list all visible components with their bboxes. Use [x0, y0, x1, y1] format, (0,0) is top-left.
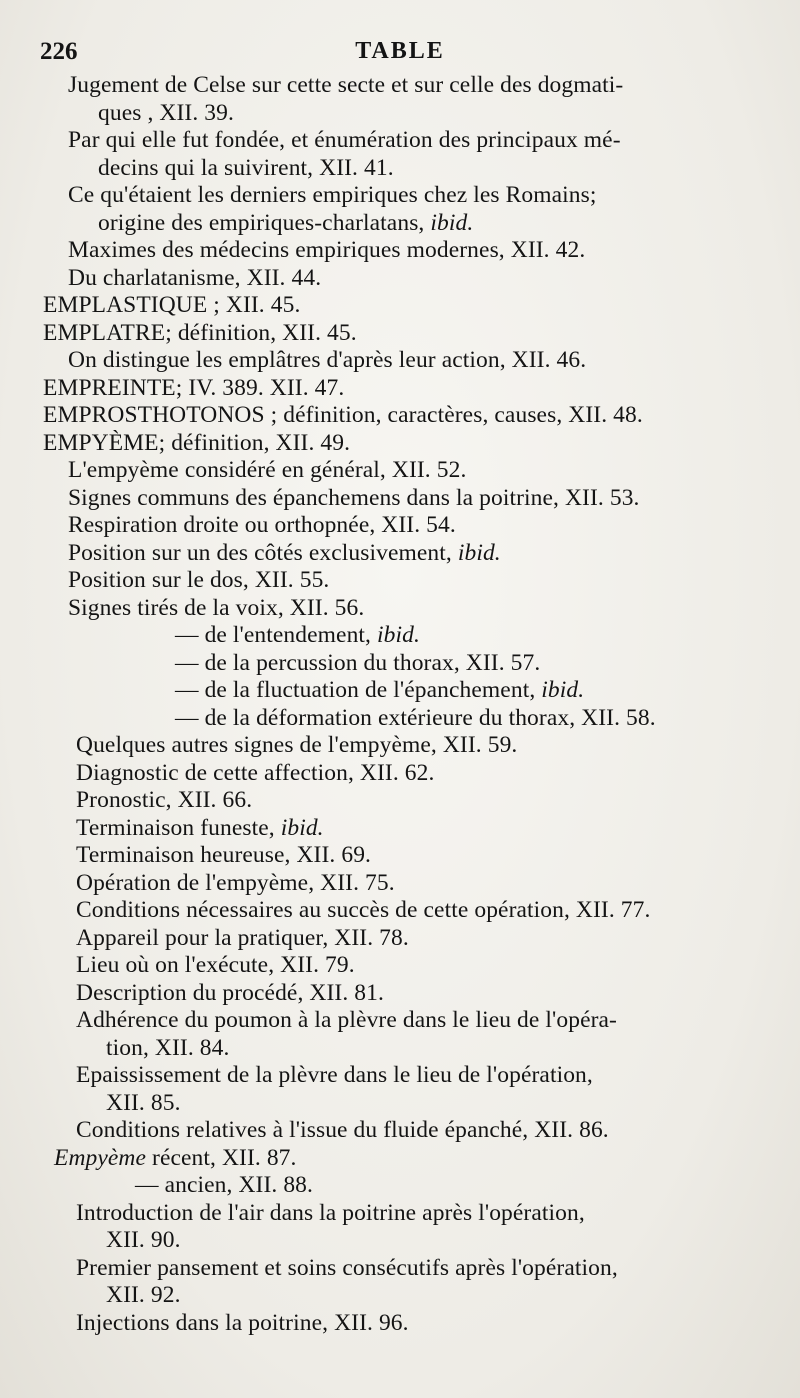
- entry-line: [43, 375, 765, 403]
- entry-text: Epaississement de la plèvre dans le lieu de l'opération,: [76, 1062, 593, 1088]
- index-entry: [40, 732, 765, 760]
- entry-line: [68, 595, 765, 623]
- entry-line: [68, 127, 765, 155]
- index-entry: [40, 760, 765, 788]
- page-header: [40, 38, 760, 72]
- entry-line: [43, 320, 765, 348]
- entry-text: — de la percussion du thorax, XII. 57.: [175, 649, 541, 676]
- index-entry: [40, 237, 765, 265]
- entry-line: [68, 72, 765, 100]
- entry-text: — de l'entendement,: [175, 622, 378, 648]
- entry-line: [76, 1310, 765, 1338]
- index-entry: [40, 787, 765, 815]
- entry-text: Jugement de Celse sur cette secte et sur celle des dogmati-: [68, 72, 624, 98]
- entry-text: Conditions relatives à l'issue du fluide épanché, XII. 86.: [76, 1117, 609, 1143]
- entry-text: Position sur un des côtés exclusivement,: [68, 539, 458, 566]
- entry-line: [43, 292, 765, 320]
- entry-continuation-line: [76, 1282, 765, 1310]
- entry-line: [76, 842, 765, 870]
- entry-line: [76, 760, 765, 788]
- running-title: TABLE: [355, 38, 445, 64]
- index-entry: [40, 457, 765, 485]
- index-entry: [40, 127, 765, 182]
- entry-text: Pronostic, XII. 66.: [76, 787, 253, 813]
- entry-text: Diagnostic de cette affection, XII. 62.: [76, 759, 435, 786]
- entry-text: XII. 85.: [106, 1089, 181, 1116]
- page-number: 226: [40, 38, 78, 65]
- entry-text: EMPLATRE; définition, XII. 45.: [43, 319, 357, 346]
- entry-line: [175, 650, 765, 678]
- entry-line: [68, 237, 765, 265]
- entry-text: EMPREINTE; IV. 389. XII. 47.: [43, 374, 345, 401]
- entry-line: [76, 870, 765, 898]
- index-entry: [40, 375, 765, 403]
- entry-line: [76, 952, 765, 980]
- entry-line: [68, 347, 765, 375]
- entry-text: Respiration droite ou orthopnée, XII. 54.: [68, 512, 456, 538]
- entry-line: [76, 1062, 765, 1090]
- entry-text: EMPYÈME; définition, XII. 49.: [43, 429, 351, 456]
- entry-text: EMPLASTIQUE ; XII. 45.: [43, 292, 301, 318]
- entry-line: [76, 1200, 765, 1228]
- index-entry: [40, 292, 765, 320]
- entry-text: tion, XII. 84.: [106, 1034, 230, 1061]
- index-entry: [40, 320, 765, 348]
- index-entry: [40, 347, 765, 375]
- index-entry: [40, 512, 765, 540]
- index-entry: [40, 1007, 765, 1062]
- entry-text: Maximes des médecins empiriques modernes, XII. 42.: [68, 237, 586, 263]
- entry-text: ques , XII. 39.: [98, 99, 234, 126]
- index-entry: [40, 925, 765, 953]
- entry-line: [175, 705, 765, 733]
- entry-text: On distingue les emplâtres d'après leur action, XII. 46.: [68, 347, 587, 373]
- entry-text: récent, XII. 87.: [152, 1144, 297, 1171]
- index-entry: [40, 980, 765, 1008]
- entry-text: Lieu où on l'exécute, XII. 79.: [76, 952, 355, 978]
- entry-line: [76, 925, 765, 953]
- entry-continuation-line: [68, 155, 765, 183]
- index-entry: [40, 952, 765, 980]
- entry-text: Du charlatanisme, XII. 44.: [68, 264, 322, 291]
- index-entry: [40, 485, 765, 513]
- entry-text: Terminaison heureuse, XII. 69.: [76, 842, 372, 868]
- entry-ibid: ibid.: [541, 677, 585, 703]
- index-entry: [40, 650, 765, 678]
- index-entry: [40, 265, 765, 293]
- entry-text: Premier pansement et soins consécutifs après l'opération,: [76, 1254, 618, 1281]
- entry-text: Signes communs des épanchemens dans la poitrine, XII. 53.: [68, 484, 640, 511]
- entry-line: [68, 567, 765, 595]
- entry-text: Adhérence du poumon à la plèvre dans le lieu de l'opéra-: [76, 1007, 617, 1033]
- entry-text: Quelques autres signes de l'empyème, XII. 59.: [76, 732, 518, 758]
- index-entry: [40, 72, 765, 127]
- entry-continuation-line: [68, 100, 765, 128]
- index-entry: [40, 567, 765, 595]
- entry-text: Signes tirés de la voix, XII. 56.: [68, 594, 365, 621]
- entry-line: [175, 622, 765, 650]
- entry-line: [76, 1007, 765, 1035]
- entry-text: XII. 92.: [106, 1282, 181, 1308]
- index-entry: [40, 870, 765, 898]
- entry-line: [76, 897, 765, 925]
- entry-continuation-line: [76, 1035, 765, 1063]
- entry-line: [76, 1255, 765, 1283]
- entry-text: Conditions nécessaires au succès de cette opération, XII. 77.: [76, 897, 651, 923]
- entry-text: Position sur le dos, XII. 55.: [68, 567, 330, 593]
- entry-text: origine des empiriques-charlatans,: [98, 209, 431, 236]
- entry-line: [68, 485, 765, 513]
- entry-line: [175, 677, 765, 705]
- index-entry: [40, 402, 765, 430]
- entry-text: Introduction de l'air dans la poitrine après l'opération,: [76, 1199, 585, 1226]
- index-entry: [40, 1117, 765, 1145]
- entry-text: Ce qu'étaient les derniers empiriques chez les Romains;: [68, 182, 597, 208]
- entry-line: [76, 1117, 765, 1145]
- index-entry: [40, 1310, 765, 1338]
- index-entry: [40, 540, 765, 568]
- index-entry: [40, 1255, 765, 1310]
- index-entry: [40, 1145, 765, 1173]
- index-entry: [40, 182, 765, 237]
- entry-text: — de la déformation extérieure du thorax, XII. 58.: [175, 704, 656, 731]
- entry-text: — ancien, XII. 88.: [135, 1172, 313, 1198]
- entry-continuation-line: [68, 210, 765, 238]
- entry-italic-head: Empyème: [54, 1144, 153, 1171]
- entry-continuation-line: [76, 1090, 765, 1118]
- index-entry: [40, 677, 765, 705]
- entry-line: [54, 1145, 765, 1173]
- entry-line: [76, 787, 765, 815]
- entry-line: [68, 540, 765, 568]
- entry-text: Terminaison funeste,: [76, 814, 281, 841]
- entry-line: [135, 1172, 765, 1200]
- entry-line: [43, 430, 765, 458]
- entry-text: decins qui la suivirent, XII. 41.: [98, 154, 394, 181]
- entry-line: [76, 980, 765, 1008]
- entry-text: L'empyème considéré en général, XII. 52.: [68, 457, 467, 483]
- entry-text: Description du procédé, XII. 81.: [76, 979, 384, 1006]
- entry-text: — de la fluctuation de l'épanchement,: [175, 677, 542, 703]
- entry-line: [43, 402, 765, 430]
- entry-line: [68, 457, 765, 485]
- index-entry: [40, 1062, 765, 1117]
- entry-continuation-line: [76, 1227, 765, 1255]
- entry-text: EMPROSTHOTONOS ; définition, caractères, causes, XII. 48.: [43, 402, 643, 428]
- entry-line: [68, 182, 765, 210]
- index-entry: [40, 430, 765, 458]
- index-entry: [40, 897, 765, 925]
- index-entry: [40, 815, 765, 843]
- index-entry: [40, 595, 765, 623]
- index-entry: [40, 622, 765, 650]
- entry-line: [76, 815, 765, 843]
- entry-ibid: ibid.: [377, 622, 420, 648]
- entry-text: Opération de l'empyème, XII. 75.: [76, 869, 395, 896]
- entry-text: Injections dans la poitrine, XII. 96.: [76, 1309, 409, 1336]
- entry-ibid: ibid.: [430, 209, 474, 236]
- index-entry: [40, 1200, 765, 1255]
- index-entry: [40, 1172, 765, 1200]
- entry-text: Appareil pour la pratiquer, XII. 78.: [76, 924, 409, 951]
- entry-line: [68, 512, 765, 540]
- index-entry: [40, 705, 765, 733]
- entry-text: Par qui elle fut fondée, et énumération des principaux mé-: [68, 127, 621, 153]
- entry-ibid: ibid.: [280, 814, 324, 841]
- entry-line: [68, 265, 765, 293]
- index-entries: [40, 72, 765, 1337]
- entry-ibid: ibid.: [457, 539, 501, 566]
- entry-text: XII. 90.: [106, 1227, 181, 1253]
- entry-line: [76, 732, 765, 760]
- index-entry: [40, 842, 765, 870]
